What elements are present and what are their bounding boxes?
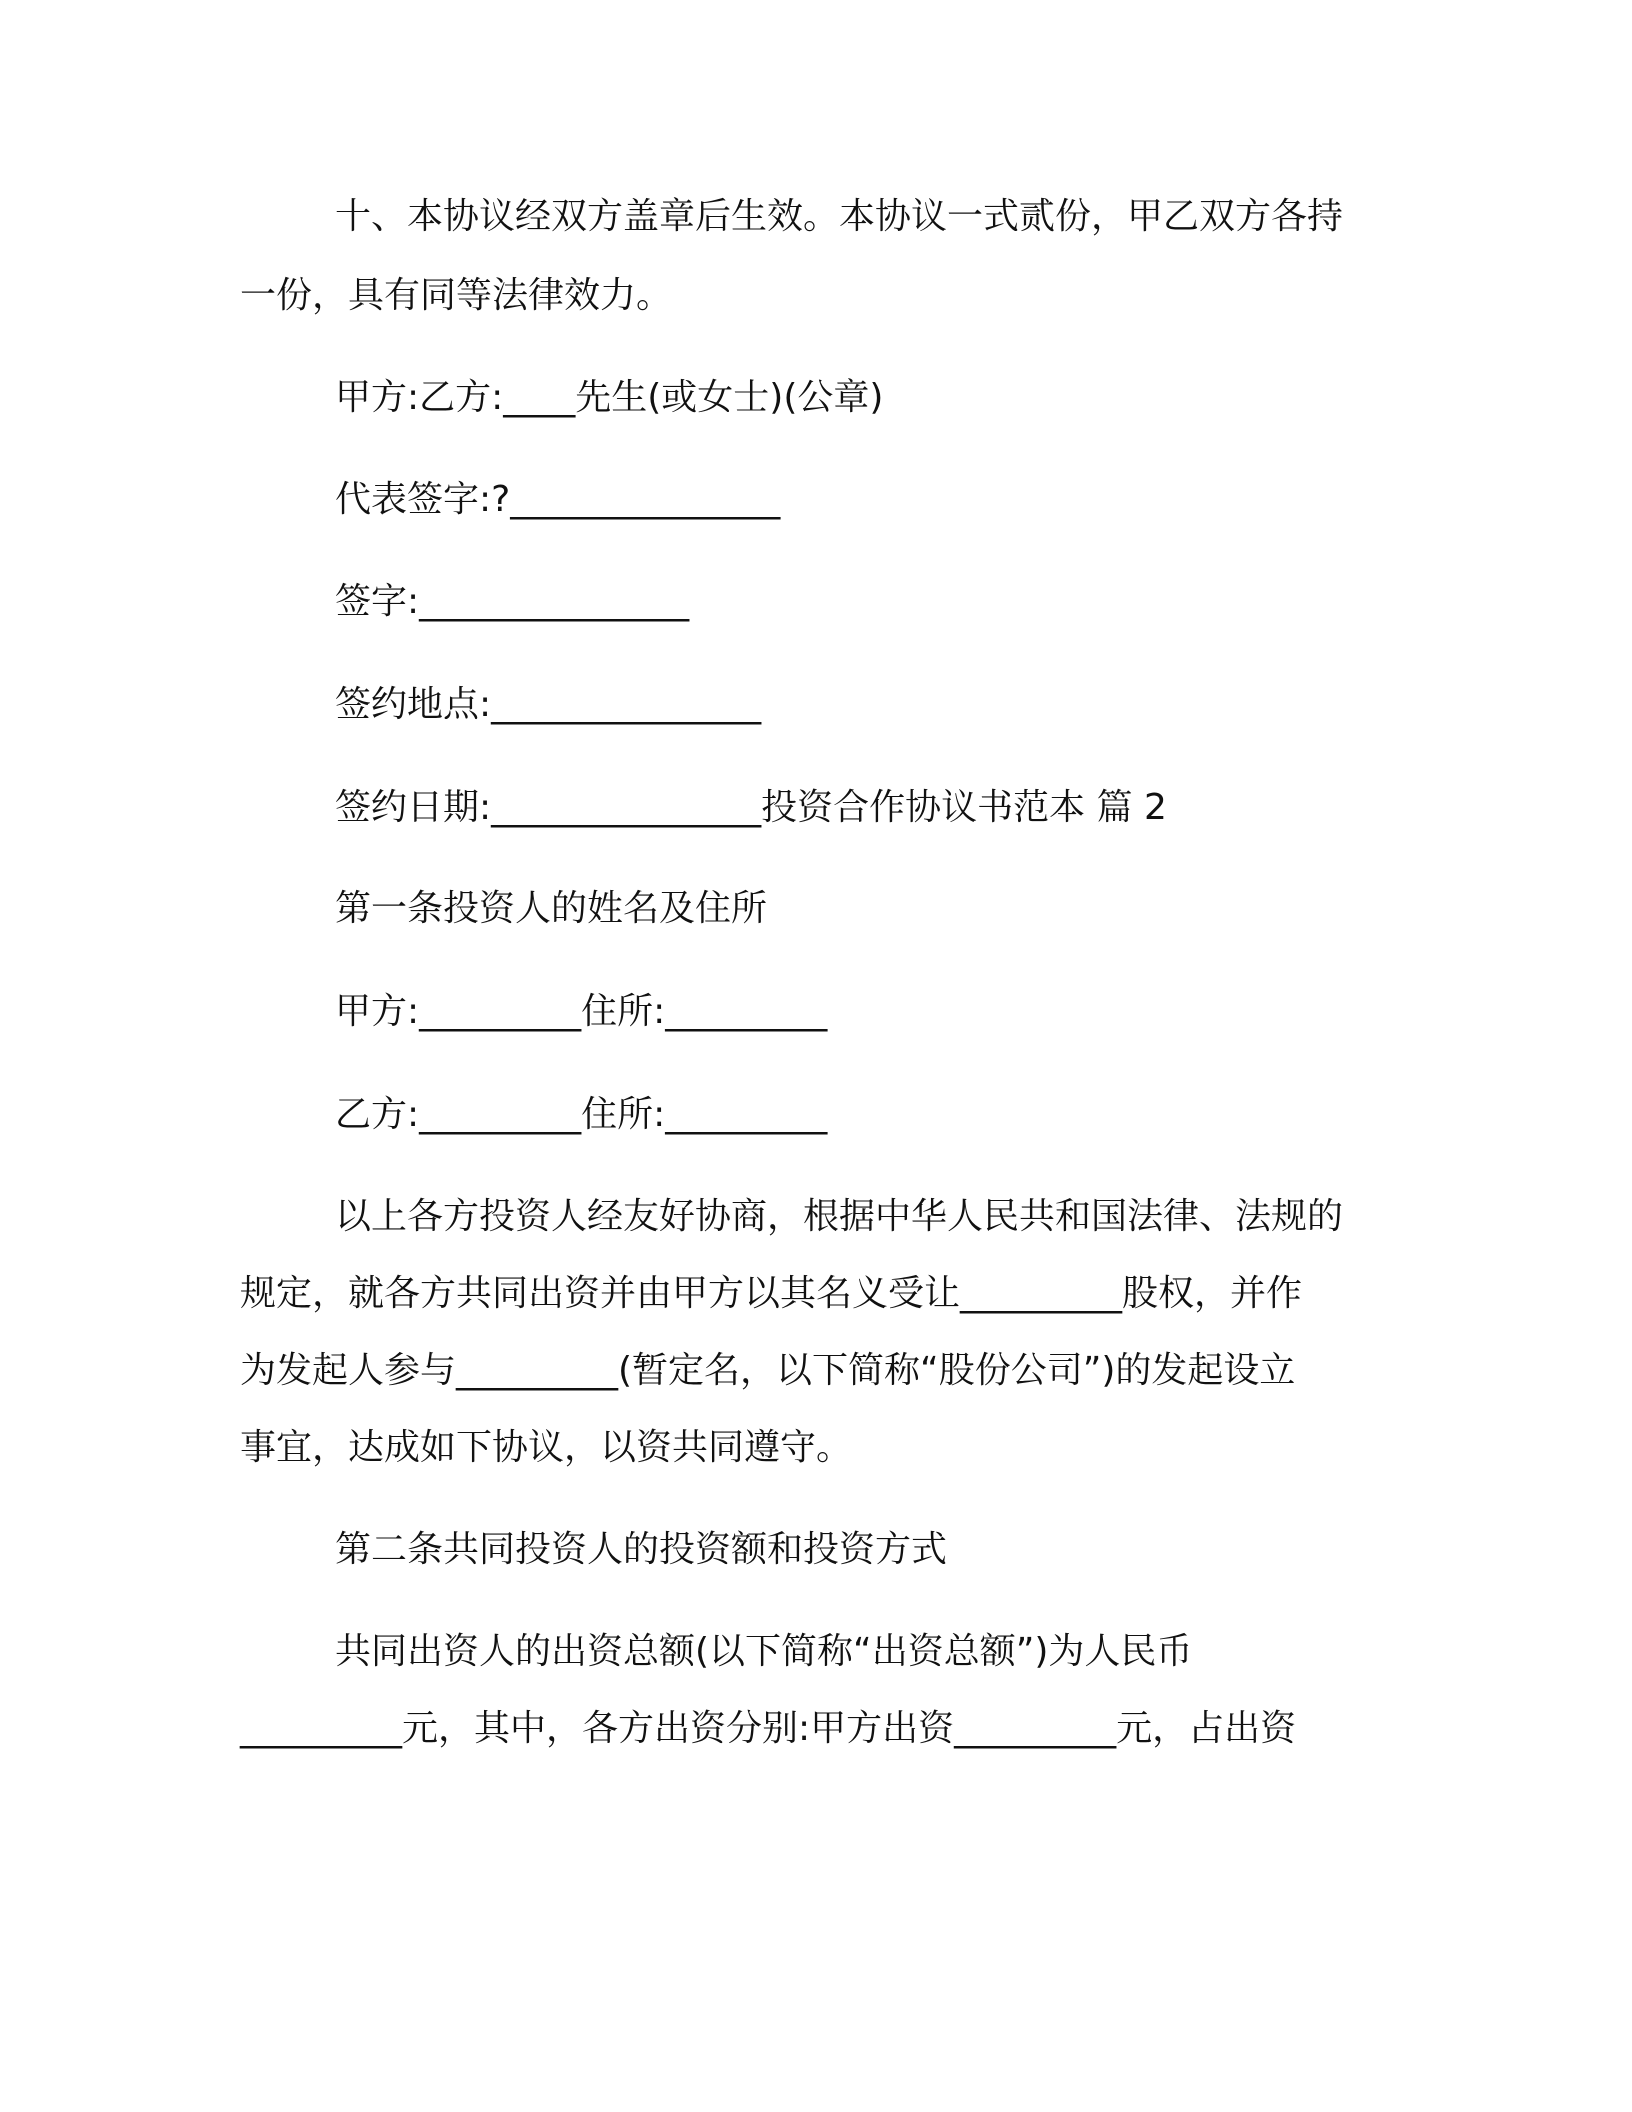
investment-line-1: 共同出资人的出资总额(以下简称“出资总额”)为人民币 (335, 1631, 1193, 1672)
party-b-address-line: 乙方:_________住所:_________ (335, 1094, 828, 1135)
preamble-line-4: 事宜，达成如下协议，以资共同遵守。 (240, 1427, 853, 1468)
preamble-line-2: 规定，就各方共同出资并由甲方以其名义受让_________股权，并作 (240, 1273, 1303, 1314)
article-1-heading: 第一条投资人的姓名及住所 (335, 888, 768, 929)
preamble-line-3: 为发起人参与_________(暂定名，以下简称“股份公司”)的发起设立 (240, 1350, 1296, 1391)
article-2-heading: 第二条共同投资人的投资额和投资方式 (335, 1529, 948, 1570)
preamble-line-1: 以上各方投资人经友好协商，根据中华人民共和国法律、法规的 (335, 1196, 1344, 1237)
party-a-address-line: 甲方:_________住所:_________ (335, 991, 828, 1032)
investment-line-2: _________元，其中，各方出资分别:甲方出资_________元，占出资 (240, 1708, 1297, 1749)
signature-line: 签字:_______________ (335, 581, 690, 622)
clause-10-line-2: 一份，具有同等法律效力。 (240, 275, 673, 316)
party-line: 甲方:乙方:____先生(或女士)(公章) (335, 377, 884, 418)
clause-10-line-1: 十、本协议经双方盖章后生效。本协议一式贰份，甲乙双方各持 (335, 196, 1344, 237)
representative-signature-line: 代表签字:?_______________ (335, 479, 781, 520)
signing-date-line: 签约日期:_______________投资合作协议书范本 篇 2 (335, 787, 1167, 828)
signing-place-line: 签约地点:_______________ (335, 684, 762, 725)
